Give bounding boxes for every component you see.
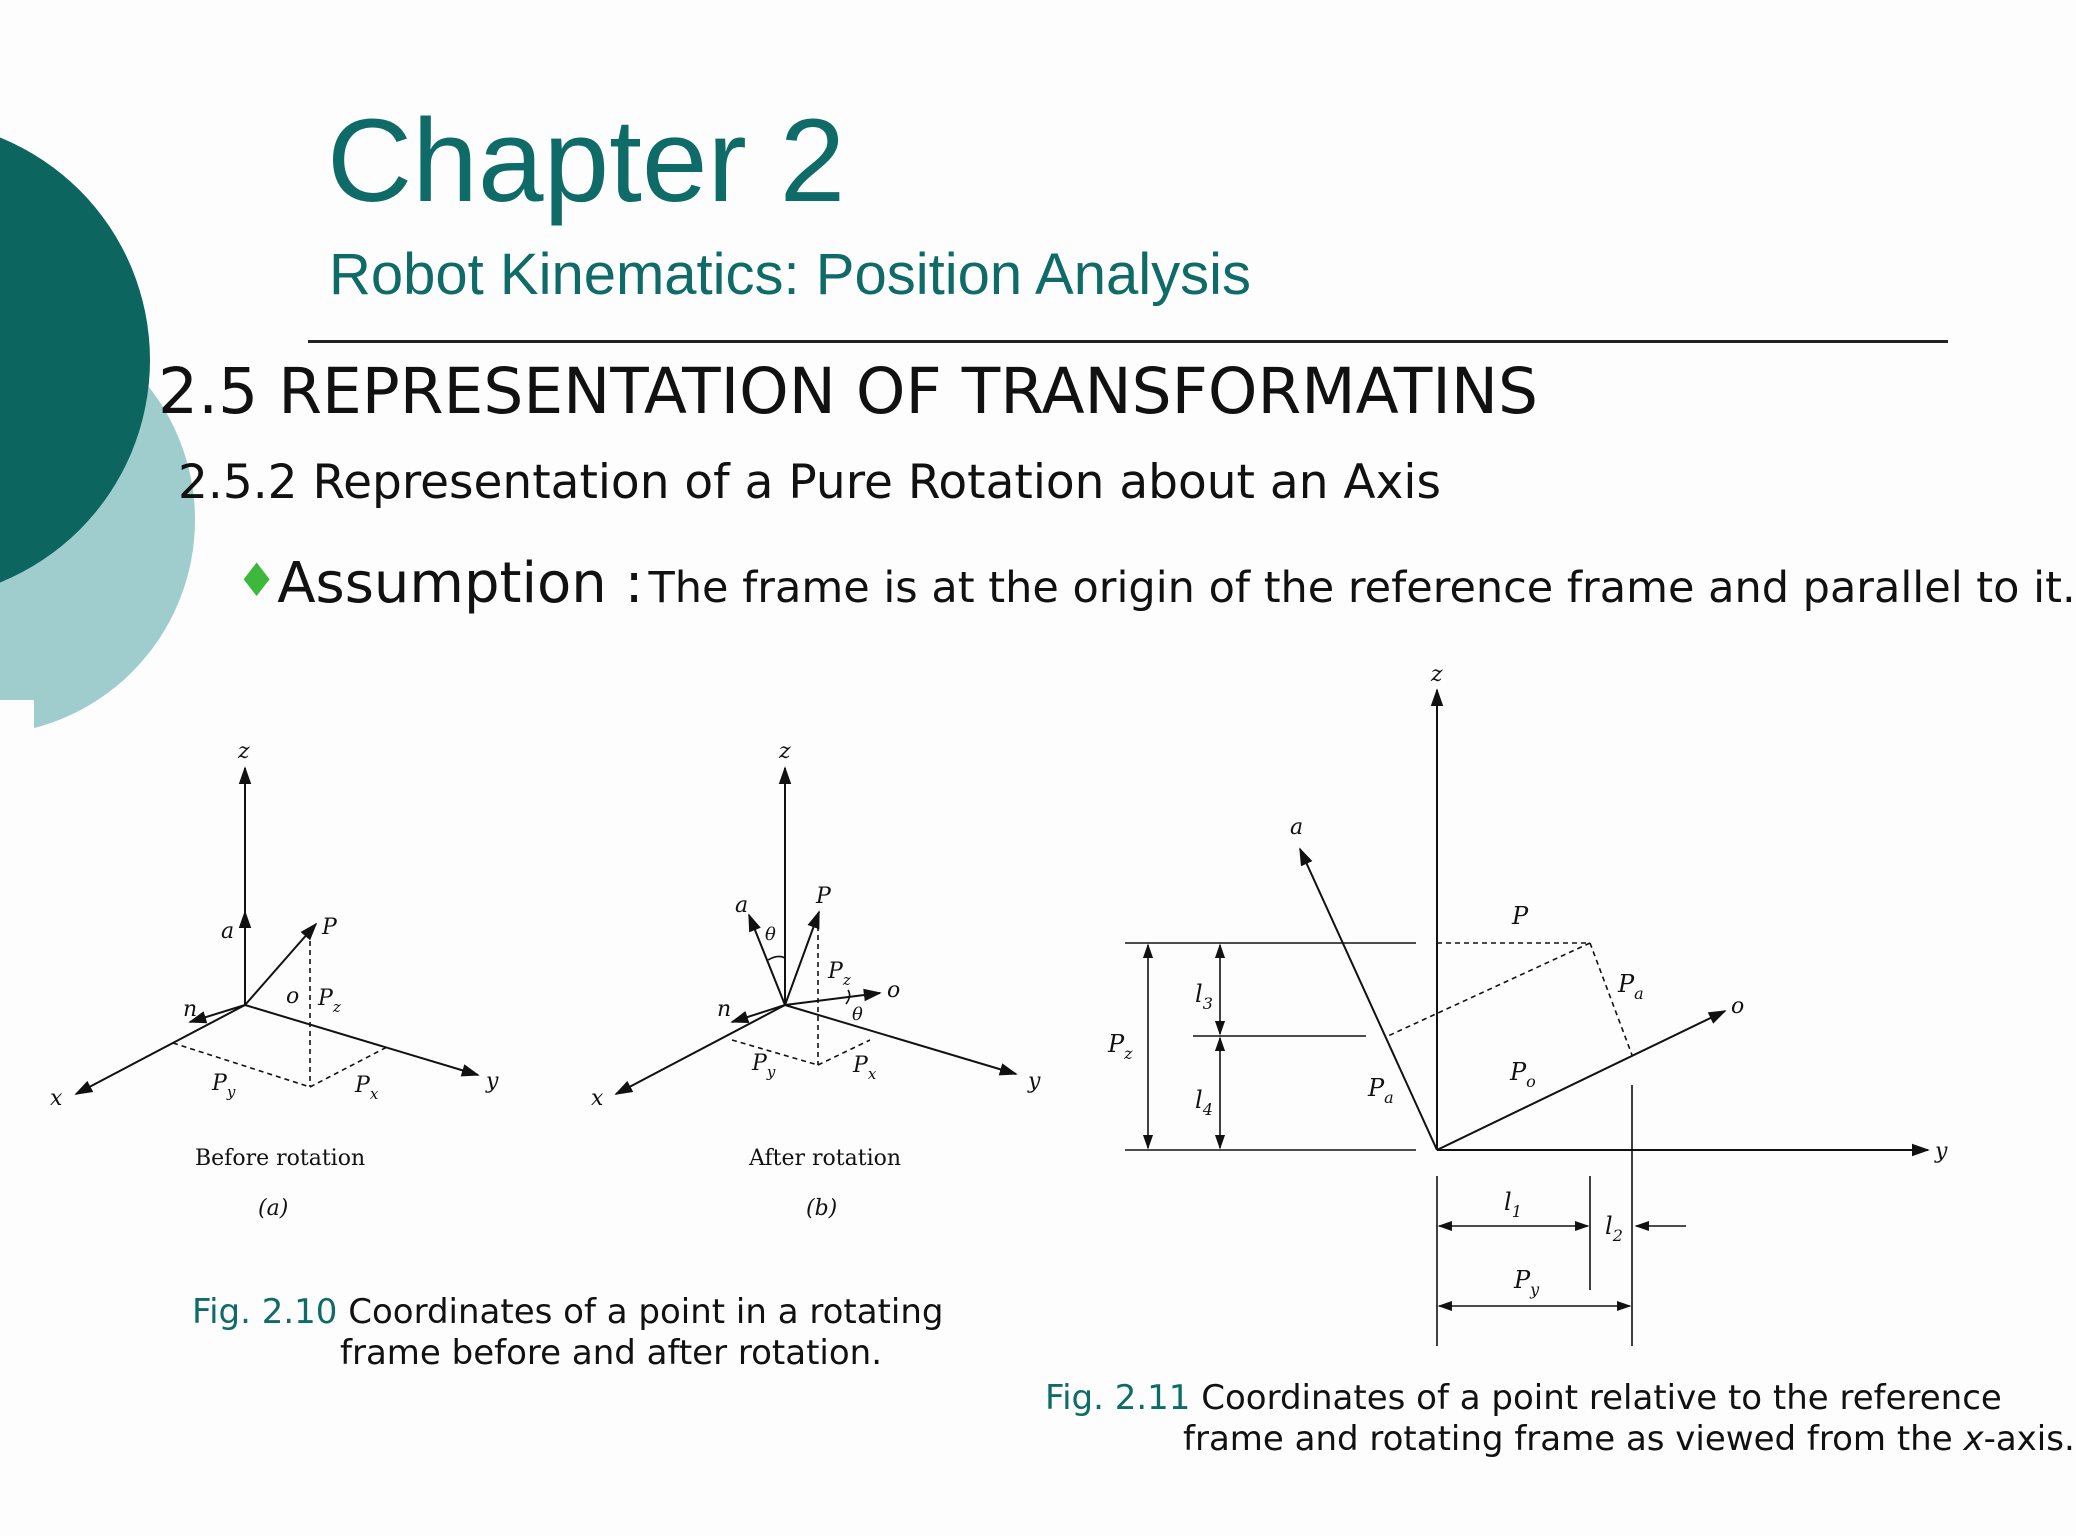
fig-2-11-diagram: [1125, 690, 1928, 1346]
label-l3: $l_3$: [1195, 980, 1213, 1013]
label-p-b: P: [816, 884, 831, 909]
fig-2-11-caption-line1: [1045, 1378, 2075, 1419]
label-py-211: $P_y$: [1514, 1266, 1540, 1299]
fig-2-10-caption: [192, 1292, 943, 1374]
chapter-title: Chapter 2: [327, 95, 846, 227]
label-px-b: $P_x$: [853, 1053, 877, 1083]
fig-2-10-caption-line1: [192, 1292, 943, 1333]
subsection-title: 2.5.2 Representation of a Pure Rotation about an Axis: [178, 455, 1441, 510]
label-x-b: x: [591, 1086, 604, 1111]
theta-arc-1: [768, 956, 785, 960]
label-pz-b: $P_z$: [828, 959, 851, 989]
label-y-a: y: [486, 1069, 499, 1094]
fig-2-10-panel-a-labels: [50, 739, 499, 1221]
label-l1: $l_1$: [1504, 1188, 1522, 1221]
x-axis-b: [616, 1005, 785, 1094]
label-n-b: n: [717, 997, 732, 1022]
a-axis-211: [1300, 849, 1437, 1150]
fig-2-11-caption-text1: Coordinates of a point relative to the reference: [1201, 1378, 2002, 1418]
assumption-text: The frame is at the origin of the reference frame and parallel to it.: [648, 563, 2076, 613]
o-axis-b: [785, 993, 880, 1005]
label-px-a: $P_x$: [355, 1073, 379, 1103]
caption-before-rotation: Before rotation: [195, 1146, 366, 1171]
tag-b: (b): [806, 1196, 838, 1221]
fig-2-10-caption-text1: Coordinates of a point in a rotating: [348, 1292, 944, 1332]
fig-2-11-number: Fig. 2.11: [1045, 1378, 1191, 1418]
label-x-a: x: [50, 1086, 63, 1111]
label-o-211: o: [1731, 994, 1745, 1019]
label-y-211: y: [1935, 1139, 1948, 1164]
fig-2-10-caption-line2: frame before and after rotation.: [340, 1333, 883, 1373]
label-n-a: n: [183, 997, 198, 1022]
fig-2-10-panel-b-labels: [591, 739, 1041, 1221]
label-pz-a: $P_z$: [318, 986, 341, 1016]
label-z-b: z: [779, 739, 791, 764]
assumption-label: Assumption :: [277, 551, 644, 616]
diamond-bullet-icon: ♦: [236, 553, 278, 607]
label-py-b: $P_y$: [752, 1051, 776, 1081]
o-axis-211: [1437, 1011, 1725, 1150]
chapter-subtitle: Robot Kinematics: Position Analysis: [329, 242, 1251, 307]
label-a-a: a: [221, 919, 235, 944]
y-axis-a: [245, 1005, 478, 1075]
fig-2-11-caption: [1045, 1378, 2075, 1460]
fig-2-11-caption-line2: frame and rotating frame as viewed from the x-axis.: [1183, 1419, 2075, 1459]
label-a-211: a: [1290, 815, 1304, 840]
label-o-a: o: [286, 984, 300, 1009]
label-z-211: z: [1431, 662, 1443, 687]
projection-lines-211: [1388, 943, 1632, 1055]
fig-2-11-labels: [1107, 662, 1948, 1299]
label-l2: $l_2$: [1605, 1212, 1623, 1245]
label-pa-211: $P_a$: [1368, 1074, 1394, 1107]
p-vector-b: [785, 912, 819, 1005]
label-p-a: P: [322, 915, 337, 940]
label-pz-211: $P_z$: [1108, 1030, 1133, 1063]
projection-lines-a: [173, 932, 387, 1087]
label-py-a: $P_y$: [212, 1071, 236, 1101]
tag-a: (a): [258, 1196, 289, 1221]
fig-2-10-panel-a: [76, 768, 478, 1094]
label-pa-top: $P_a$: [1618, 970, 1644, 1003]
label-p-211: P: [1512, 902, 1529, 930]
label-theta-2: θ: [852, 1004, 863, 1025]
caption-after-rotation: After rotation: [749, 1146, 902, 1171]
label-y-b: y: [1028, 1069, 1041, 1094]
label-po: $P_o$: [1510, 1058, 1536, 1091]
p-vector-a: [245, 924, 316, 1005]
label-z-a: z: [238, 739, 250, 764]
label-theta-1: θ: [765, 924, 776, 945]
fig-2-10-number: Fig. 2.10: [192, 1292, 338, 1332]
fig-2-10-panel-b: [616, 768, 1016, 1094]
label-o-b: o: [887, 978, 901, 1003]
label-a-b: a: [735, 893, 749, 918]
section-title: 2.5 REPRESENTATION OF TRANSFORMATINS: [158, 355, 1539, 428]
label-l4: $l_4$: [1195, 1086, 1213, 1119]
